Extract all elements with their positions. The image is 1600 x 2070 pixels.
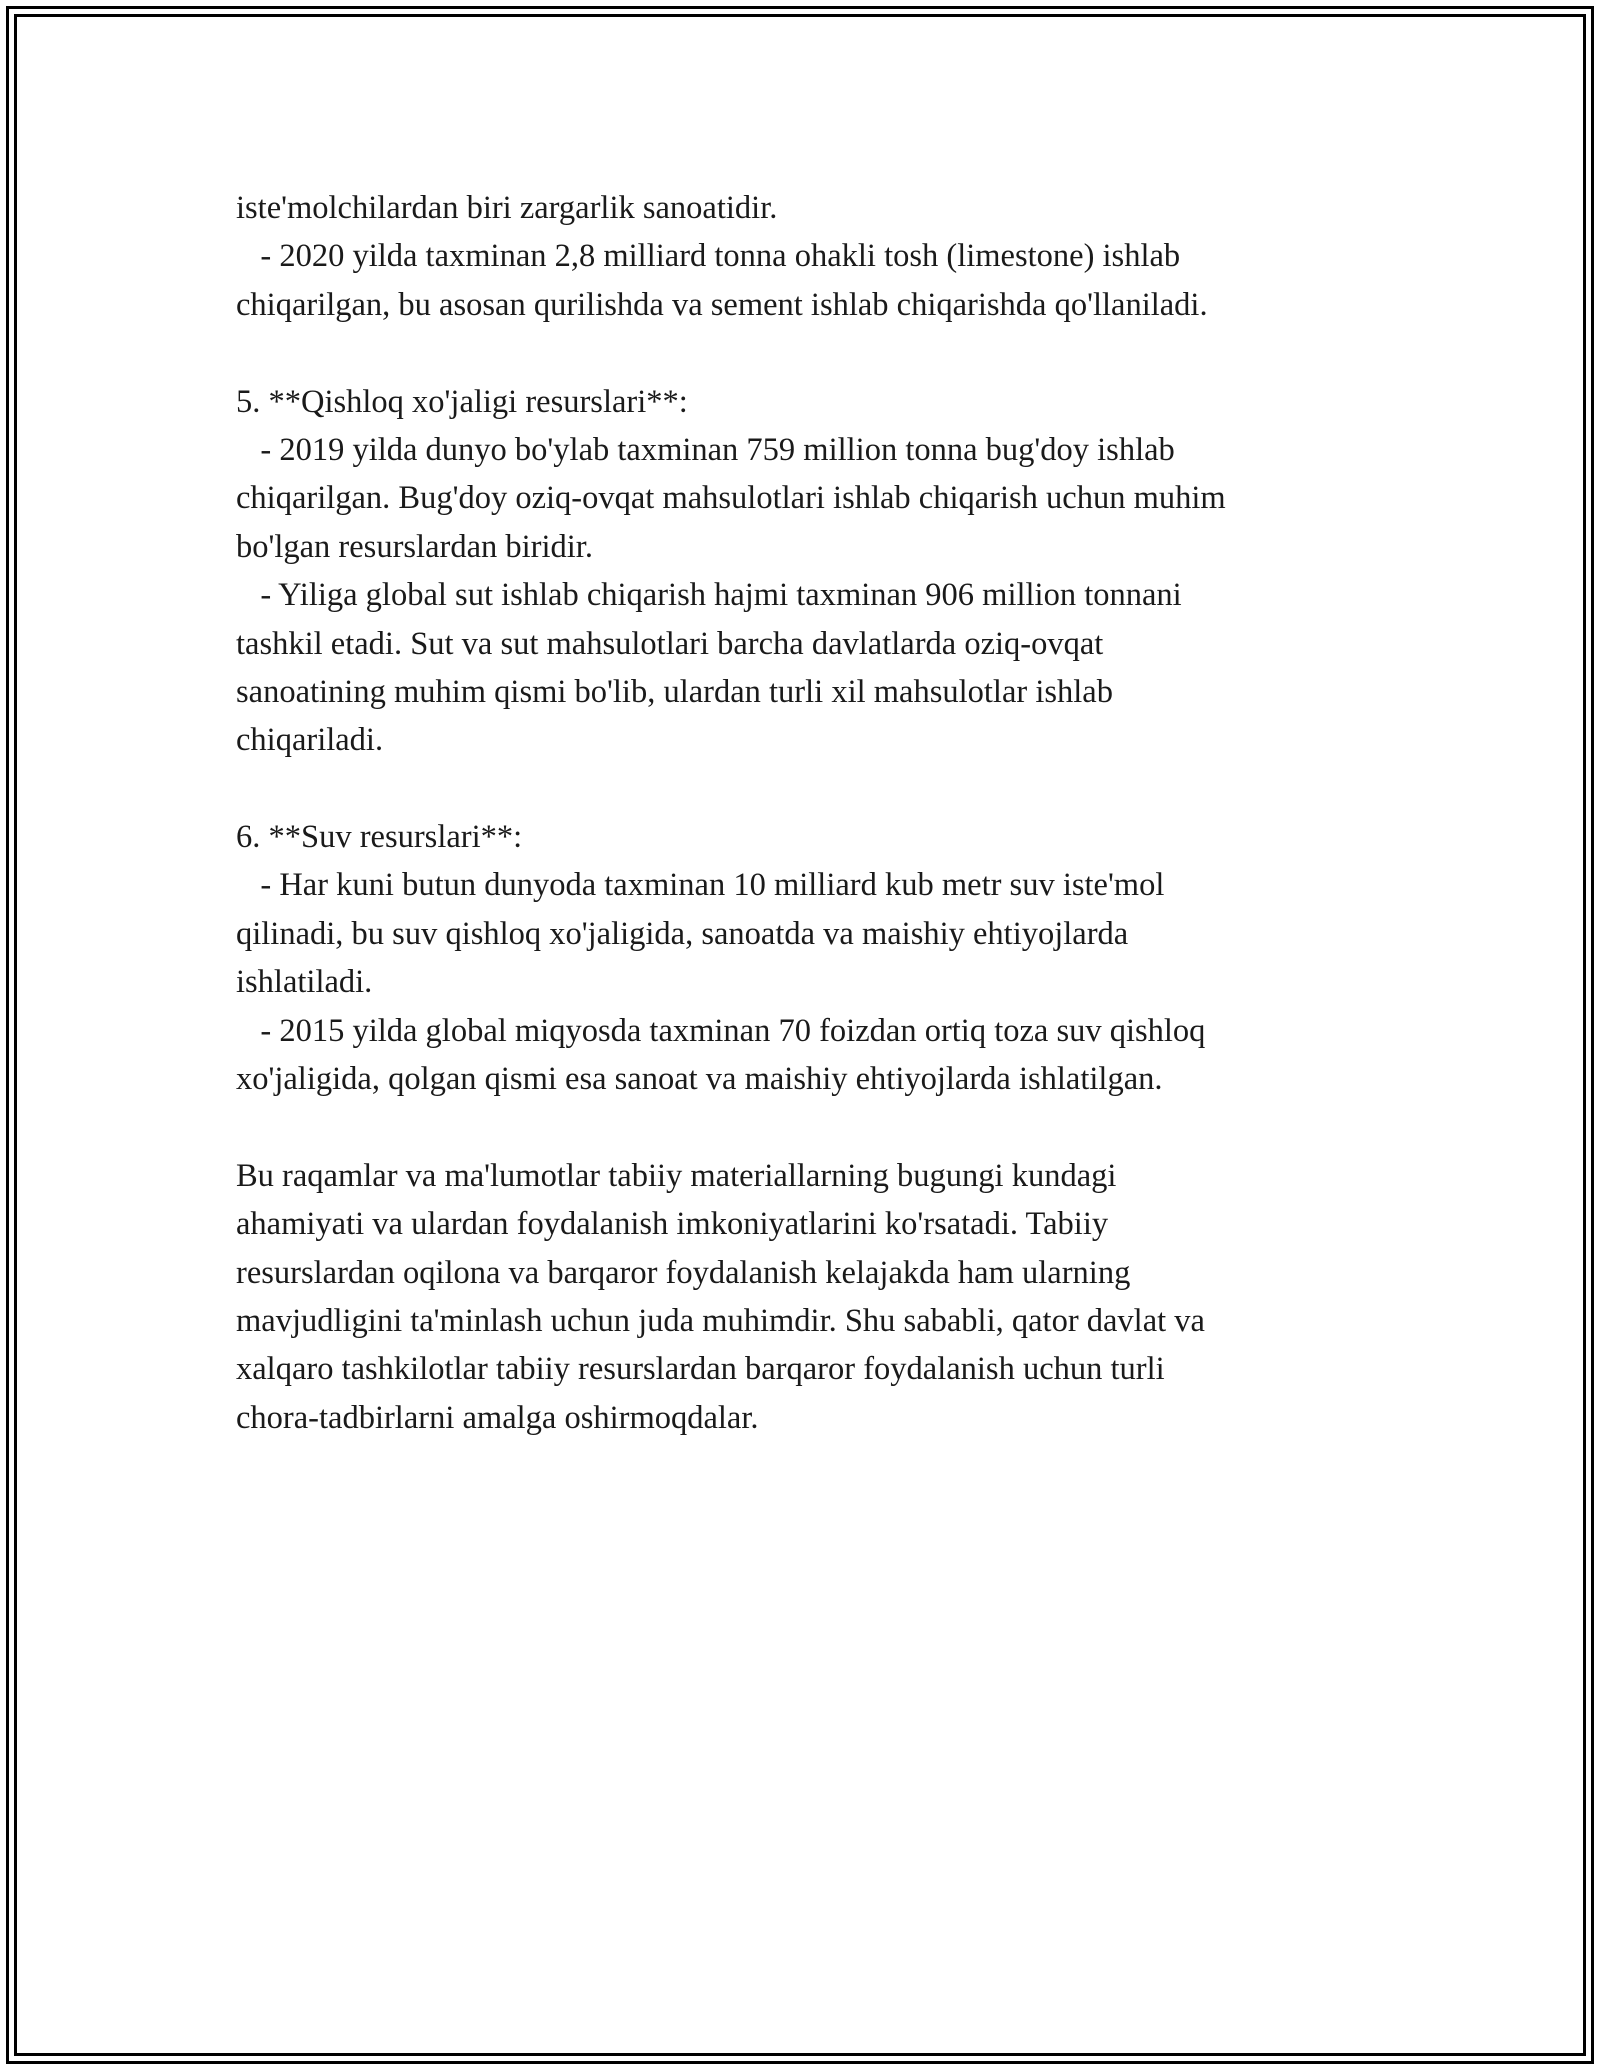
- text-line: iste'molchilardan biri zargarlik sanoatidir.: [236, 190, 778, 226]
- text-line: chora-tadbirlarni amalga oshirmoqdalar.: [236, 1399, 759, 1436]
- text-line: sanoatining muhim qismi bo'lib, ulardan turli xil mahsulotlar ishlab: [236, 673, 1113, 710]
- text-line: - 2015 yilda global miqyosda taxminan 70 foizdan ortiq toza suv qishloq: [236, 1012, 1206, 1049]
- text-line: xo'jaligida, qolgan qismi esa sanoat va maishiy ehtiyojlarda ishlatilgan.: [236, 1061, 1163, 1098]
- text-line: mavjudligini ta'minlash uchun juda muhimdir. Shu sababli, qator davlat va: [236, 1302, 1205, 1339]
- text-line: chiqarilgan, bu asosan qurilishda va sement ishlab chiqarishda qo'llaniladi.: [236, 286, 1208, 323]
- text-line: - 2019 yilda dunyo bo'ylab taxminan 759 million tonna bug'doy ishlab: [236, 431, 1175, 468]
- text-line: ishlatiladi.: [236, 964, 373, 1001]
- text-line: - 2020 yilda taxminan 2,8 milliard tonna ohakli tosh (limestone) ishlab: [236, 238, 1181, 275]
- text-line: - Yiliga global sut ishlab chiqarish hajmi taxminan 906 million tonnani: [236, 577, 1182, 614]
- text-line: tashkil etadi. Sut va sut mahsulotlari barcha davlatlarda oziq-ovqat: [236, 625, 1104, 662]
- section-heading: 6. **Suv resurslari**:: [236, 819, 523, 856]
- text-line: resurslardan oqilona va barqaror foydalanish kelajakda ham ularning: [236, 1254, 1131, 1291]
- text-line: chiqariladi.: [236, 722, 384, 759]
- paragraph-gap: [236, 329, 1416, 377]
- text-line: chiqarilgan. Bug'doy oziq-ovqat mahsulotlari ishlab chiqarish uchun muhim: [236, 480, 1226, 517]
- text-line: Bu raqamlar va ma'lumotlar tabiiy materiallarning bugungi kundagi: [236, 1157, 1117, 1194]
- section-heading: 5. **Qishloq xo'jaligi resurslari**:: [236, 383, 688, 420]
- text-line: xalqaro tashkilotlar tabiiy resurslardan barqaror foydalanish uchun turli: [236, 1351, 1165, 1388]
- document-body: [236, 184, 1416, 1442]
- paragraph-gap: [236, 1103, 1416, 1151]
- text-line: - Har kuni butun dunyoda taxminan 10 milliard kub metr suv iste'mol: [236, 867, 1165, 904]
- text-line: bo'lgan resurslardan biridir.: [236, 528, 593, 565]
- text-line: qilinadi, bu suv qishloq xo'jaligida, sanoatda va maishiy ehtiyojlarda: [236, 915, 1129, 952]
- text-line: ahamiyati va ulardan foydalanish imkoniyatlarini ko'rsatadi. Tabiiy: [236, 1206, 1109, 1243]
- paragraph-gap: [236, 765, 1416, 813]
